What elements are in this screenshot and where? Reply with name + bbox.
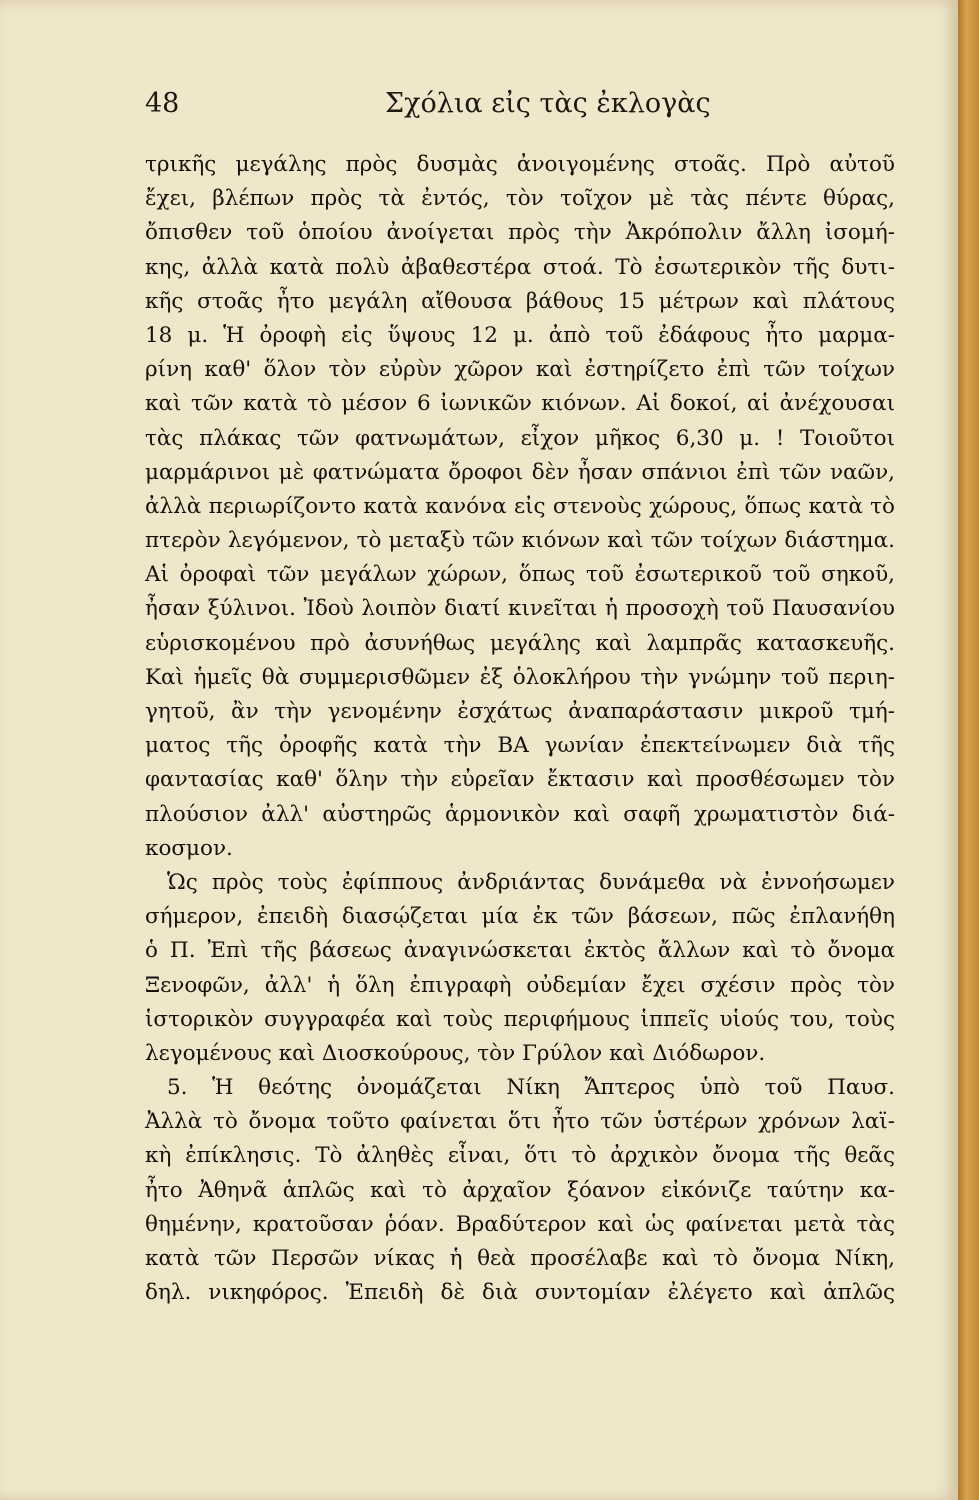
text-line: λεγομένους καὶ Διοσκούρους, τὸν Γρύλον καὶ Διόδωρον.: [145, 1040, 766, 1066]
text-line: ματος τῆς ὀροφῆς κατὰ τὴν ΒΑ γωνίαν ἐπεκτείνωμεν διὰ τῆς: [145, 733, 895, 759]
text-line: ὄπισθεν τοῦ ὁποίου ἀνοίγεται πρὸς τὴν Ἀκρόπολιν ἄλλη ἰσομή-: [145, 220, 895, 246]
text-line: κης, ἀλλὰ κατὰ πολὺ ἀβαθεστέρα στοά. Τὸ ἐσωτερικὸν τῆς δυτι-: [145, 254, 895, 280]
text-line: Αἱ ὀροφαὶ τῶν μεγάλων χώρων, ὅπως τοῦ ἐσωτερικοῦ τοῦ σηκοῦ,: [145, 562, 895, 588]
text-line: μαρμάρινοι μὲ φατνώματα ὄροφοι δὲν ἦσαν σπάνιοι ἐπὶ τῶν ναῶν,: [145, 459, 895, 485]
text-line: καὶ τῶν κατὰ τὸ μέσον 6 ἰωνικῶν κιόνων. Αἱ δοκοί, αἱ ἀνέχουσαι: [145, 391, 895, 417]
text-line: ἔχει, βλέπων πρὸς τὰ ἐντός, τὸν τοῖχον μὲ τὰς πέντε θύρας,: [145, 186, 895, 212]
section-5-line: 5. Ἡ θεότης ὀνομάζεται Νίκη Ἄπτερος ὑπὸ τοῦ Παυσ.: [167, 1075, 895, 1101]
text-line: σήμερον, ἐπειδὴ διασῴζεται μία ἐκ τῶν βάσεων, πῶς ἐπλανήθη: [145, 904, 895, 930]
text-line: ἦσαν ξύλινοι. Ἰδοὺ λοιπὸν διατί κινεῖται ἡ προσοχὴ τοῦ Παυσανίου: [145, 596, 895, 622]
text-line: ρίνη καθ' ὅλον τὸν εὐρὺν χῶρον καὶ ἐστηρίζετο ἐπὶ τῶν τοίχων: [145, 357, 895, 383]
text-line: γητοῦ, ἂν τὴν γενομένην ἐσχάτως ἀναπαράστασιν μικροῦ τμή-: [145, 699, 895, 724]
book-spine-edge: [958, 0, 979, 1500]
text-line: ἀλλὰ περιωρίζοντο κατὰ κανόνα εἰς στενοὺς χώρους, ὅπως κατὰ τὸ: [145, 493, 895, 519]
text-line: Καὶ ἡμεῖς θὰ συμμερισθῶμεν ἐξ ὁλοκλήρου τὴν γνώμην τοῦ περιη-: [145, 664, 895, 690]
text-line: ἱστορικὸν συγγραφέα καὶ τοὺς περιφήμους ἱππεῖς υἱούς του, τοὺς: [145, 1006, 895, 1032]
text-line: Ἀλλὰ τὸ ὄνομα τοῦτο φαίνεται ὅτι ἦτο τῶν ὑστέρων χρόνων λαϊ-: [145, 1109, 895, 1135]
page-header: [145, 88, 897, 128]
text-line: Ξενοφῶν, ἀλλ' ἡ ὅλη ἐπιγραφὴ οὐδεμίαν ἔχει σχέσιν πρὸς τὸν: [145, 972, 895, 998]
text-line: ἦτο Ἀθηνᾶ ἁπλῶς καὶ τὸ ἀρχαῖον ξόανον εἰκόνιζε ταύτην κα-: [145, 1177, 895, 1203]
running-title: Σχόλια εἰς τὰς ἐκλογὰς: [385, 88, 711, 119]
text-line: τρικῆς μεγάλης πρὸς δυσμὰς ἀνοιγομένης στοᾶς. Πρὸ αὐτοῦ: [145, 152, 895, 177]
text-line: κῆς στοᾶς ἦτο μεγάλη αἴθουσα βάθους 15 μέτρων καὶ πλάτους: [145, 288, 895, 314]
text-line: πλούσιον ἀλλ' αὐστηρῶς ἁρμονικὸν καὶ σαφῆ χρωματιστὸν διά-: [145, 801, 895, 827]
text-line: 18 μ. Ἡ ὀροφὴ εἰς ὕψους 12 μ. ἀπὸ τοῦ ἐδάφους ἦτο μαρμα-: [145, 322, 895, 348]
text-line: θημένην, κρατοῦσαν ῥόαν. Βραδύτερον καὶ ὡς φαίνεται μετὰ τὰς: [145, 1211, 895, 1237]
text-line: ὁ Π. Ἐπὶ τῆς βάσεως ἀναγινώσκεται ἐκτὸς ἄλλων καὶ τὸ ὄνομα: [145, 938, 895, 964]
body-text: [145, 148, 895, 1310]
text-line: εὑρισκομένου πρὸ ἀσυνήθως μεγάλης καὶ λαμπρᾶς κατασκευῆς.: [145, 630, 895, 656]
text-line: κατὰ τῶν Περσῶν νίκας ἡ θεὰ προσέλαβε καὶ τὸ ὄνομα Νίκη,: [145, 1246, 895, 1271]
text-line: κὴ ἐπίκλησις. Τὸ ἀληθὲς εἶναι, ὅτι τὸ ἀρχικὸν ὄνομα τῆς θεᾶς: [145, 1143, 895, 1169]
text-line: δηλ. νικηφόρος. Ἐπειδὴ δὲ διὰ συντομίαν ἐλέγετο καὶ ἁπλῶς: [145, 1280, 895, 1306]
text-line: τὰς πλάκας τῶν φατνωμάτων, εἶχον μῆκος 6,30 μ. ! Τοιοῦτοι: [145, 425, 895, 451]
text-line: πτερὸν λεγόμενον, τὸ μεταξὺ τῶν κιόνων καὶ τῶν τοίχων διάστημα.: [145, 528, 895, 554]
page-number: 48: [145, 88, 180, 119]
text-line: φαντασίας καθ' ὅλην τὴν εὐρεῖαν ἔκτασιν καὶ προσθέσωμεν τὸν: [145, 767, 895, 793]
text-line: κοσμον.: [145, 835, 233, 861]
text-line: Ὡς πρὸς τοὺς ἐφίππους ἀνδριάντας δυνάμεθα νὰ ἐννοήσωμεν: [167, 869, 895, 895]
